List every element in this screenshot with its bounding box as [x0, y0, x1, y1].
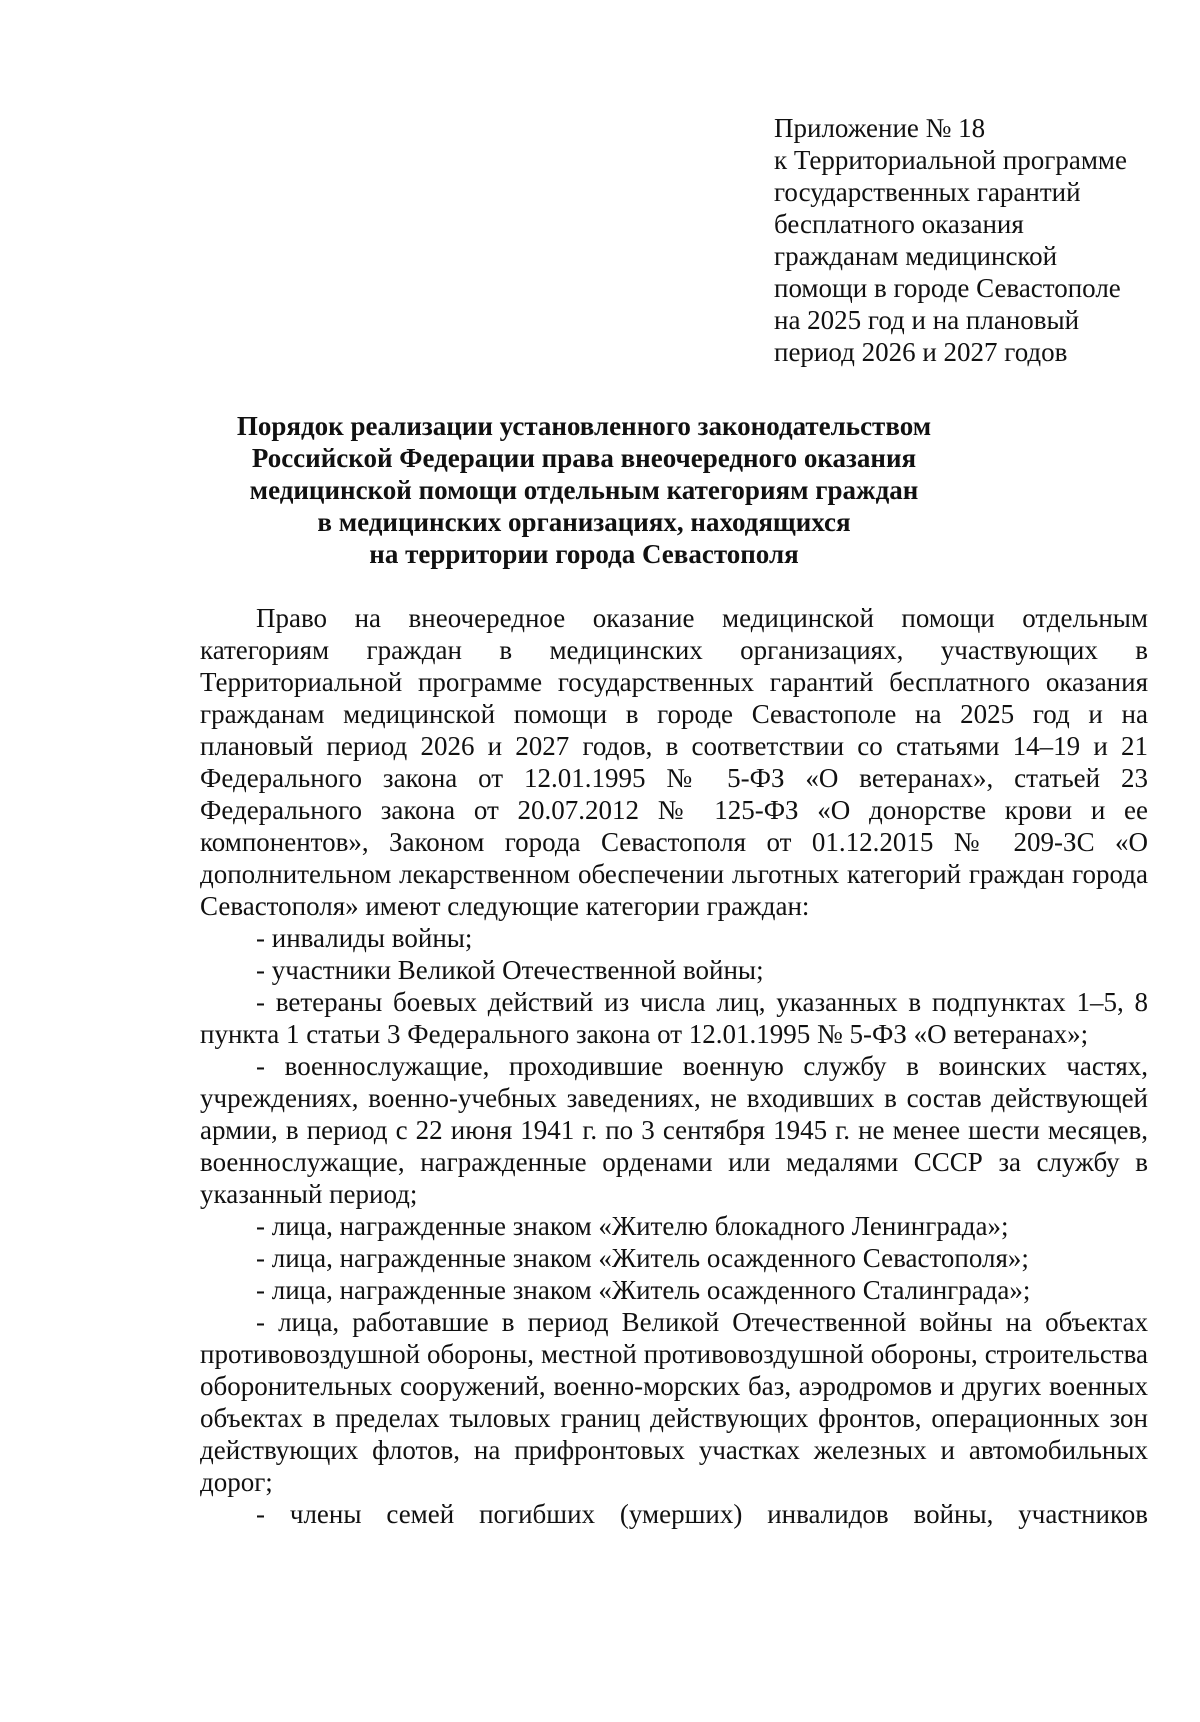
appendix-header: [774, 112, 1174, 368]
appendix-line: Приложение № 18: [774, 113, 986, 143]
document-body: [200, 602, 1148, 1530]
title-line: на территории города Севастополя: [369, 539, 799, 569]
appendix-line: государственных гарантий: [774, 177, 1081, 207]
intro-paragraph: Право на внеочередное оказание медицинской помощи отдельным категориям граждан в медицинских организациях, участвующих в Территориальной программе государственных гарантий бесплатного оказания гражданам медицинской помощи в городе Севастополе на 2025 год и на плановый период 2026 и 2027 годов, в соответствии со статьями 14–19 и 21 Федерального закона от 12.01.1995 № 5-ФЗ «О ветеранах», статьей 23 Федерального закона от 20.07.2012 № 125-ФЗ «О донорстве крови и ее компонентов», Законом города Севастополя от 01.12.2015 № 209-ЗС «О дополнительном лекарственном обеспечении льготных категорий граждан города Севастополя» имеют следующие категории граждан:: [200, 603, 1148, 921]
list-item-war-participants: - участники Великой Отечественной войны;: [256, 955, 764, 985]
appendix-line: бесплатного оказания: [774, 209, 1024, 239]
list-item-family-members: - члены семей погибших (умерших) инвалидов войны, участников: [256, 1499, 1148, 1529]
title-line: медицинской помощи отдельным категориям граждан: [249, 475, 919, 505]
list-item-sevastopol-badge: - лица, награжденные знаком «Житель осажденного Севастополя»;: [256, 1243, 1029, 1273]
appendix-line: период 2026 и 2027 годов: [774, 337, 1068, 367]
list-item-combat-veterans: - ветераны боевых действий из числа лиц, указанных в подпунктах 1–5, 8 пункта 1 статьи 3 Федерального закона от 12.01.1995 № 5-ФЗ «О ветеранах»;: [200, 987, 1148, 1049]
appendix-line: гражданам медицинской: [774, 241, 1058, 271]
title-line: Российской Федерации права внеочередного оказания: [251, 443, 917, 473]
appendix-line: к Территориальной программе: [774, 145, 1127, 175]
list-item-leningrad-badge: - лица, награжденные знаком «Жителю блокадного Ленинграда»;: [256, 1211, 1009, 1241]
list-item-stalingrad-badge: - лица, награжденные знаком «Житель осажденного Сталинграда»;: [256, 1275, 1031, 1305]
title-line: Порядок реализации установленного законодательством: [236, 411, 932, 441]
document-title: [200, 410, 968, 570]
appendix-line: на 2025 год и на плановый: [774, 305, 1080, 335]
list-item-defense-workers: - лица, работавшие в период Великой Отечественной войны на объектах противовоздушной обороны, местной противовоздушной обороны, строительства оборонительных сооружений, военно-морских баз, аэродромов и других военных объектах в пределах тыловых границ действующих фронтов, операционных зон действующих флотов, на прифронтовых участках железных и автомобильных дорог;: [200, 1307, 1148, 1497]
list-item-war-invalids: - инвалиды войны;: [256, 923, 473, 953]
appendix-line: помощи в городе Севастополе: [774, 273, 1121, 303]
title-line: в медицинских организациях, находящихся: [317, 507, 851, 537]
list-item-servicemen: - военнослужащие, проходившие военную службу в воинских частях, учреждениях, военно-учебных заведениях, не входивших в состав действующей армии, в период с 22 июня 1941 г. по 3 сентября 1945 г. не менее шести месяцев, военнослужащие, награжденные орденами или медалями СССР за службу в указанный период;: [200, 1051, 1148, 1209]
